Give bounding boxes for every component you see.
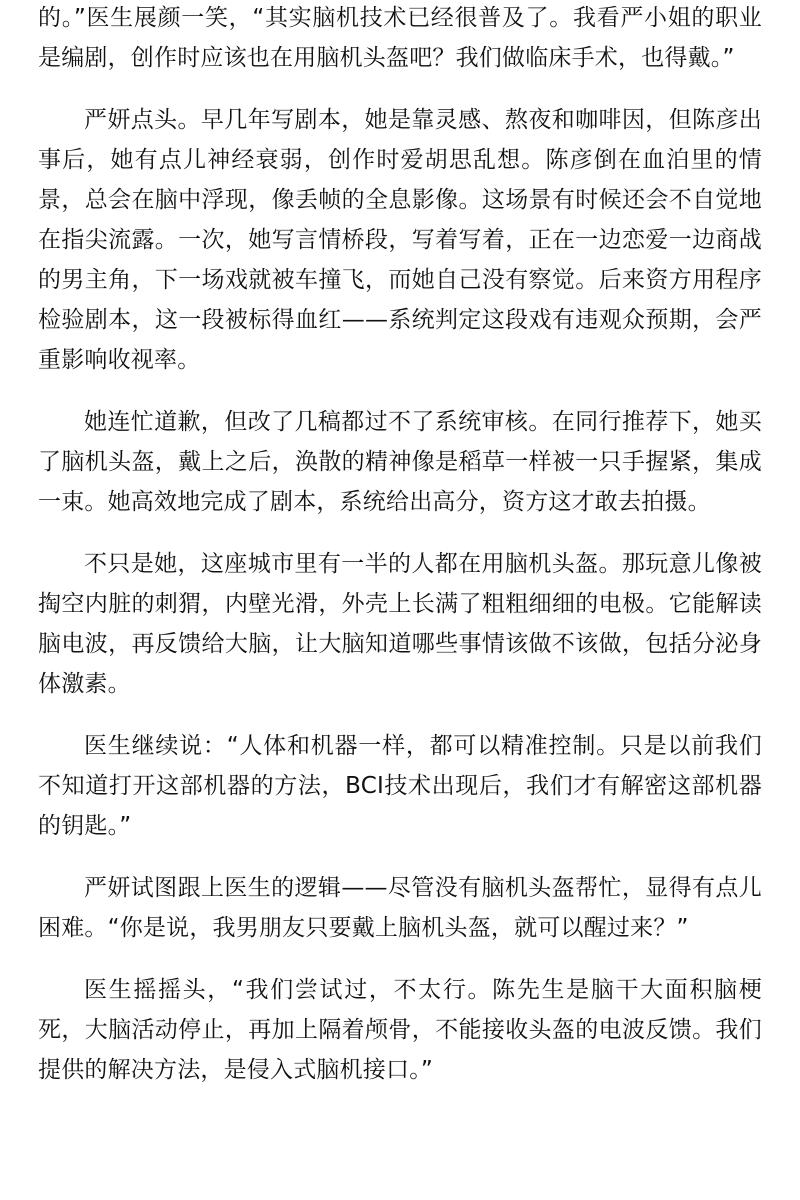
paragraph-3: 她连忙道歉，但改了几稿都过不了系统审核。在同行推荐下，她买了脑机头盔，戴上之后，涣散的精神像是稻草一样被一只手握紧，集成一束。她高效地完成了剧本，系统给出高分，资方这才敢去拍摄。 [38,409,762,515]
paragraph-6: 严妍试图跟上医生的逻辑——尽管没有脑机头盔帮忙，显得有点儿困难。“你是说，我男朋友只要戴上脑机头盔，就可以醒过来？” [38,875,762,941]
paragraph-5: 医生继续说：“人体和机器一样，都可以精准控制。只是以前我们不知道打开这部机器的方法，BCI技术出现后，我们才有解密这部机器的钥匙。” [38,733,762,839]
paragraph-4: 不只是她，这座城市里有一半的人都在用脑机头盔。那玩意儿像被掏空内脏的刺猬，内壁光滑，外壳上长满了粗粗细细的电极。它能解读脑电波，再反馈给大脑，让大脑知道哪些事情该做不该做，包括分泌身体激素。 [38,551,762,697]
paragraph-7: 医生摇摇头，“我们尝试过，不太行。陈先生是脑干大面积脑梗死，大脑活动停止，再加上隔着颅骨，不能接收头盔的电波反馈。我们提供的解决方法，是侵入式脑机接口。” [38,977,762,1083]
paragraph-1: 的。”医生展颜一笑，“其实脑机技术已经很普及了。我看严小姐的职业是编剧，创作时应该也在用脑机头盔吧？我们做临床手术，也得戴。” [38,5,762,71]
paragraph-2: 严妍点头。早几年写剧本，她是靠灵感、熬夜和咖啡因，但陈彦出事后，她有点儿神经衰弱，创作时爱胡思乱想。陈彦倒在血泊里的情景，总会在脑中浮现，像丢帧的全息影像。这场景有时候还会不自觉地在指尖流露。一次，她写言情桥段，写着写着，正在一边恋爱一边商战的男主角，下一场戏就被车撞飞，而她自己没有察觉。后来资方用程序检验剧本，这一段被标得血红——系统判定这段戏有违观众预期，会严重影响收视率。 [38,107,762,373]
